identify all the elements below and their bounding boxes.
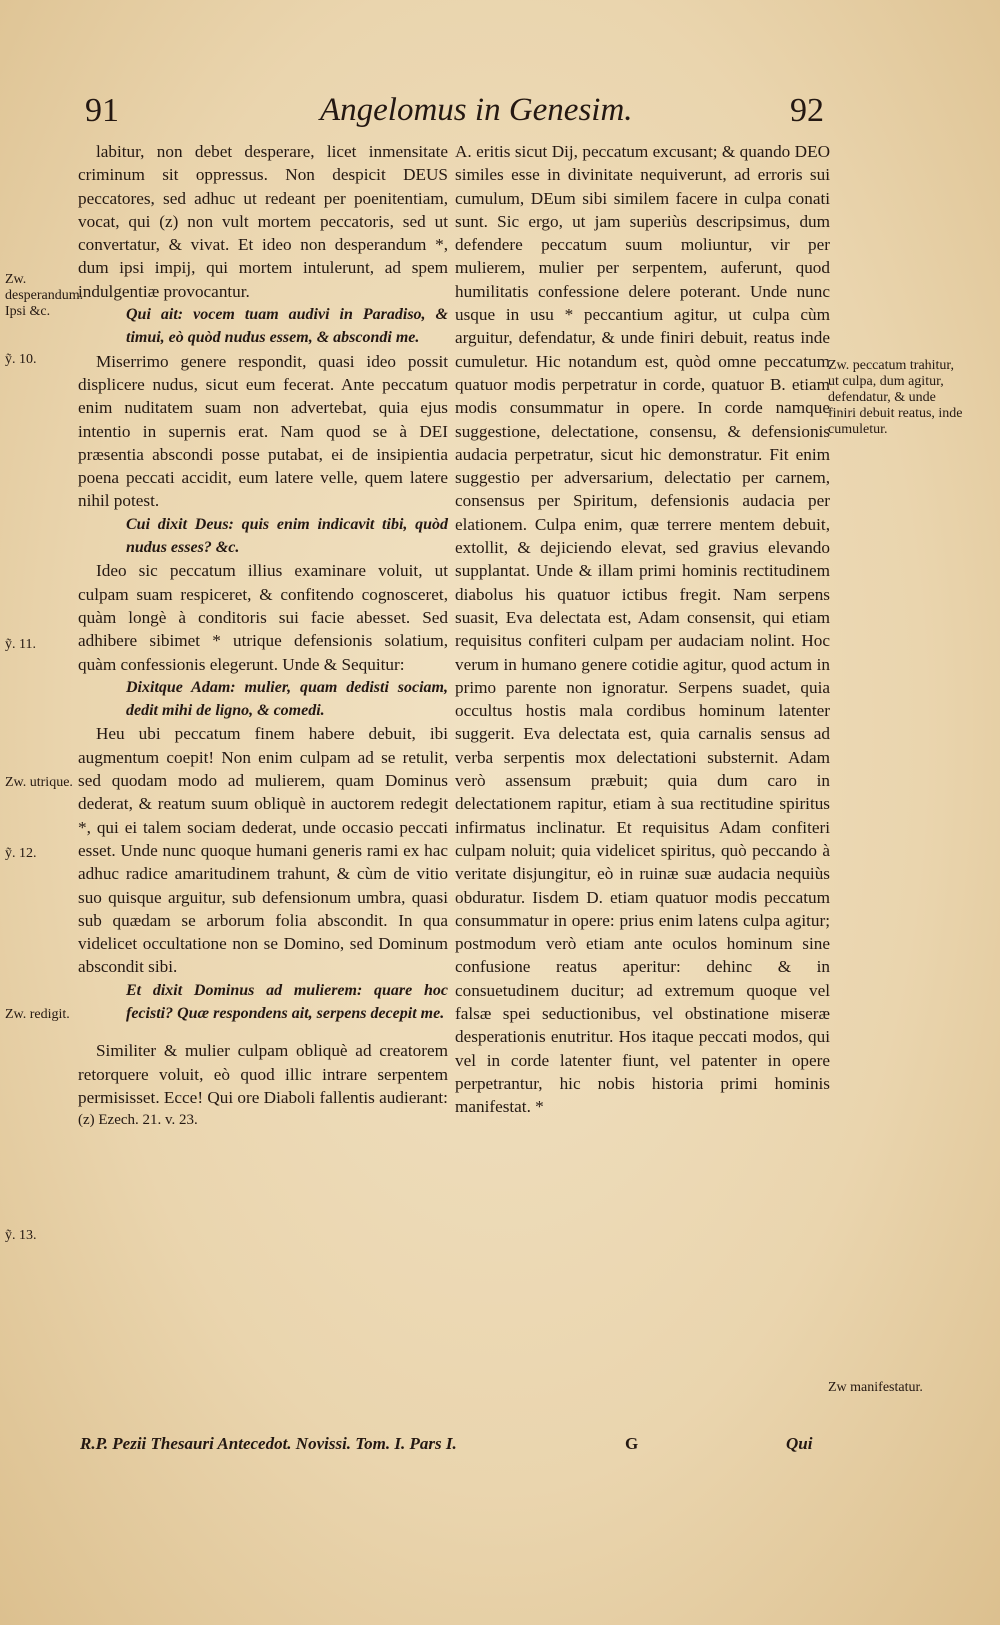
paragraph: Miserrimo genere respondit, quasi ideo possit displicere nudus, sicut eum fecerat. Ante peccatum enim nuditatem suam non advertebat, quia ejus intentio in supernis erat. Nam quod se à DEI præsentia abscondi posse putabat, ei de insipientia poena peccati accidit, eum latere velle, quem latere nihil potest.: [78, 351, 448, 511]
right-column: [455, 140, 830, 1118]
paragraph: A. eritis sicut Dij, peccatum excusant; & quando DEO similes esse in divinitate nequiverunt, ad erroris sui cumulum, DEum sibi similem facere in culpa conati sunt. Sic ergo, ut jam superiùs descripsimus, dum defendere peccatum suum moliuntur, vir per mulierem, mulier per serpentem, auferunt, quod humilitatis confessione delere poterant. Unde nunc usque in usu * peccantium agitur, ut culpa cùm arguitur, defendatur, & unde finiri debuit, reatus inde cumuletur. Hic notandum est, quòd omne peccatum quatuor modis perpetratur in corde, quatuor B. etiam modis consummatur in opere. In corde namque suggestione, delectatione, consensu, & defensionis audacia perpetratur, sicut hic demonstratur. Fit enim suggestio per adversarium, delectatio per carnem, consensus per Spiritum, defensionis audacia per elationem. Culpa enim, quæ terrere mentem debuit, extollit, & dejiciendo elevat, sed gravius elevando supplantat. Unde & illam primi hominis rectitudinem diabolus his quatuor ictibus fregit. Nam serpens suasit, Eva delectata est, Adam consensit, qui etiam requisitus confiteri culpam per audaciam nolint. Hoc verum in humano genere cotidie agitur, quod actum in primo parente non ignoratur. Serpens suadet, quia occultus hostis mala cordibus hominum latenter suggerit. Eva delectata est, quia carnalis sensus ad verba serpentis mox delectationi substernit. Adam verò assensum præbuit; quia dum caro in delectationem rapitur, etiam à sua rectitudine spiritus infirmatus inclinatur. Et requisitus Adam confiteri culpam noluit; quia videlicet spiritus, quò peccando à veritate disjungitur, eò in ruinæ suæ audacia nequiùs obduratur. Iisdem D. etiam quatuor modis peccatum consummatur in opere: prius enim latens culpa agitur; postmodum verò etiam ante oculos hominum sine confusione reatus aperitur: dehinc & in consuetudinem ducitur; ad extremum quoque vel falsæ spei seductionibus, vel obstinatione miseræ desperationis enutritur. Hos itaque peccati modos, qui vel in corde latenter fiunt, vel patenter in opere perpetrantur, hic nobis historia primi hominis manifestat. *: [455, 142, 830, 1117]
margin-note-right: Zw manifestatur.: [828, 1380, 923, 1395]
margin-note-left: Zw. redigit.: [5, 1007, 70, 1022]
page-number-right: 92: [790, 92, 824, 129]
paragraph: Heu ubi peccatum finem habere debuit, ibi augmentum coepit! Non enim culpam ad se retulit, sed quodam modo ad mulierem, quam Dominus dederat, & reatum suum obliquè in auctorem redegit *, qui ei talem sociam dederat, unde occasio peccati esset. Unde nunc quoque humani generis rami ex hac adhuc radice amaritudinem trahunt, & cùm de vitio suo quisque arguitur, sub defensionum umbra, quasi sub quædam se arborum folia abscondit. In qua videlicet occultatione non se Domino, sed Dominum abscondit sibi.: [78, 724, 448, 977]
page-header: [0, 92, 1000, 138]
page-footer: [80, 1434, 850, 1458]
bible-verse: Et dixit Dominus ad mulierem: quare hoc fecisti? Quæ respondens ait, serpens decepit me.: [126, 981, 448, 1022]
signature-mark: G: [625, 1434, 639, 1453]
bible-verse: Qui ait: vocem tuam audivi in Paradiso, & timui, eò quòd nudus essem, & abscondi me.: [126, 306, 448, 347]
left-column: [78, 140, 448, 1132]
paragraph: labitur, non debet desperare, licet inmensitate criminum sit oppressus. Non despicit DEUS peccatores, sed adhuc ut redeant per poenitentiam, vocat, qui (z) non vult mortem peccatoris, sed ut convertatur, & vivat. Et ideo non desperandum *, dum ipsi impij, qui mortem intulerunt, ad spem indulgentiæ provocantur.: [78, 142, 448, 301]
footnote: (z) Ezech. 21. v. 23.: [78, 1112, 198, 1129]
bible-verse: Cui dixit Deus: quis enim indicavit tibi, quòd nudus esses? &c.: [126, 515, 448, 557]
margin-note-left: ỹ. 10.: [5, 352, 37, 367]
paragraph: Ideo sic peccatum illius examinare voluit, ut culpam suam respiceret, & confitendo cognosceret, quàm longè à conditoris sui facie abesset. Sed adhibere sibimet * utrique defensionis solatium, quàm confessionis elegerunt. Unde & Sequitur:: [78, 561, 448, 674]
catchword: Qui: [786, 1434, 813, 1453]
margin-note-left: Zw. utrique.: [5, 775, 73, 790]
margin-note-left: ỹ. 12.: [5, 846, 37, 861]
signature-line: R.P. Pezii Thesauri Antecedot. Novissi. Tom. I. Pars I.: [80, 1434, 457, 1453]
margin-note-left: ỹ. 13.: [5, 1228, 37, 1243]
paragraph: Similiter & mulier culpam obliquè ad creatorem retorquere voluit, eò quod illic intrare serpentem permisisset. Ecce! Qui ore Diaboli fallentis audierant:: [78, 1041, 448, 1107]
margin-note-left: ỹ. 11.: [5, 637, 36, 652]
spacer: [78, 1025, 448, 1039]
page-number-left: 91: [85, 92, 119, 129]
bible-verse: Dixitque Adam: mulier, quam dedisti sociam, dedit mihi de ligno, & comedi.: [126, 678, 448, 720]
margin-note-left: Zw. desperandum. Ipsi &c.: [5, 272, 84, 319]
running-title: Angelomus in Genesim.: [320, 92, 633, 128]
margin-note-right: Zw. peccatum trahitur, ut culpa, dum agitur, defendatur, & unde finiri debuit reatus, inde cumuletur.: [828, 358, 963, 437]
